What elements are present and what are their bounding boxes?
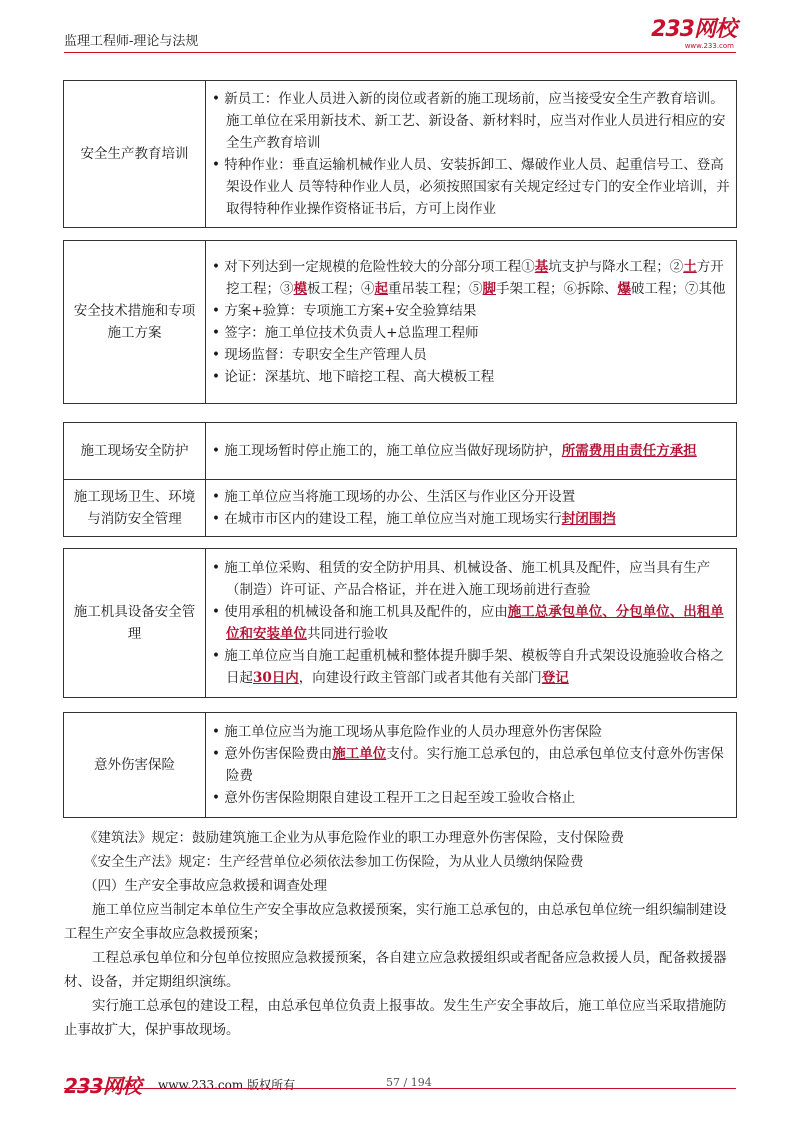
item-text: 支付。实行施工总承包的，由总承包单位支付意外伤害保险费: [226, 746, 724, 784]
block-label: 安全生产教育培训: [64, 81, 206, 228]
table-row: [64, 713, 737, 818]
item-text: 意外伤害保险期限自建设工程开工之日起至竣工验收合格止: [224, 790, 576, 806]
bullet-item: [212, 322, 730, 344]
bullet-item: [212, 88, 730, 154]
item-text: 使用承租的机械设备和施工机具及配件的，应由: [224, 604, 508, 620]
bullet-item: [212, 743, 730, 787]
item-text: 意外伤害保险费由: [224, 746, 333, 762]
header-divider: [64, 52, 736, 53]
item-text: 施工现场暂时停止施工的，施工单位应当做好现场防护，: [224, 443, 562, 459]
section-heading: （四）生产安全事故应急救援和调查处理: [84, 878, 327, 894]
item-text: 手架工程；⑥拆除、: [496, 281, 618, 297]
document-title: 监理工程师-理论与法规: [64, 34, 199, 49]
block-label: 安全技术措施和专项施工方案: [64, 241, 206, 404]
highlighted-text: 30日内: [253, 670, 299, 686]
block-label: 施工现场安全防护: [64, 423, 206, 480]
law-paragraph: 《建筑法》规定：鼓励建筑施工企业为从事危险作业的职工办理意外伤害保险，支付保险费: [84, 830, 624, 846]
bullet-item: [212, 344, 730, 366]
highlighted-text: 登记: [541, 670, 569, 686]
table-block: [63, 240, 737, 404]
item-text: 破工程；⑦其他: [631, 281, 726, 297]
brand-logo[interactable]: [651, 18, 736, 50]
item-text: 施工单位应当自施工起重机械和整体提升脚手架、模板等自升式架设设施验收合格之日起: [224, 648, 724, 686]
item-text: 板工程；④: [307, 281, 375, 297]
body-paragraph: 工程总承包单位和分包单位按照应急救援预案，各自建立应急救援组织或者配备应急救援人员，配备救援器材、设备，并定期组织演练。: [64, 950, 727, 990]
item-text: 施工单位应当为施工现场从事危险作业的人员办理意外伤害保险: [224, 724, 603, 740]
table-block: [63, 548, 737, 698]
item-text: 新员工：作业人员进入新的岗位或者新的施工现场前，应当接受安全生产教育培训。施工单位在采用新技术、新工艺、新设备、新材料时，应当对作业人员进行相应的安全生产教育培训: [224, 91, 726, 151]
block-content: [206, 713, 737, 818]
item-text: 现场监督：专职安全生产管理人员: [224, 347, 427, 363]
block-content: [206, 241, 737, 404]
table-row: [64, 480, 737, 537]
bullet-item: [212, 300, 730, 322]
highlighted-text: 所需费用由责任方承担: [561, 443, 697, 459]
highlighted-text: 施工单位: [332, 746, 387, 762]
item-text: 施工单位采购、租赁的安全防护用具、机械设备、施工机具及配件，应当具有生产（制造）许可证、产品合格证，并在进入施工现场前进行查验: [224, 560, 711, 598]
bullet-item: [212, 721, 730, 743]
block-content: [206, 81, 737, 228]
item-text: 方案+验算：专项施工方案+安全验算结果: [224, 303, 477, 319]
highlighted-text: 爆: [617, 281, 631, 297]
bullet-item: [212, 440, 730, 462]
table-block: [63, 80, 737, 228]
highlighted-text: 封闭围挡: [561, 511, 616, 527]
item-text: 特种作业：垂直运输机械作业人员、安装拆卸工、爆破作业人员、起重信号工、登高架设作业人 员等特种作业人员，必须按照国家有关规定经过专门的安全作业培训，并取得特种作业操作资格证书后，方可上岗作业: [224, 157, 730, 217]
highlighted-text: 基: [534, 259, 549, 275]
bullet-item: [212, 486, 730, 508]
block-content: [206, 480, 737, 537]
block-content: [206, 549, 737, 698]
item-text: 共同进行验收: [307, 626, 388, 642]
item-text: 对下列达到一定规模的危险性较大的分部分项工程①: [224, 259, 535, 275]
block-label: 施工机具设备安全管理: [64, 549, 206, 698]
body-paragraph: 施工单位应当制定本单位生产安全事故应急救援预案，实行施工总承包的，由总承包单位统一组织编制建设工程生产安全事故应急救援预案；: [64, 902, 727, 942]
table-row: [64, 423, 737, 480]
block-label: 意外伤害保险: [64, 713, 206, 818]
bullet-item: [212, 601, 730, 645]
highlighted-text: 土: [683, 259, 697, 275]
brand-logo-url: www.233.com: [684, 42, 734, 50]
item-text: 论证：深基坑、地下暗挖工程、高大模板工程: [224, 369, 495, 385]
item-text: 坑支护与降水工程；②: [548, 259, 684, 275]
table-block: [63, 712, 737, 818]
body-paragraph: 实行施工总承包的建设工程，由总承包单位负责上报事故。发生生产安全事故后，施工单位应当采取措施防止事故扩大，保护事故现场。: [64, 998, 727, 1038]
footer-divider: [64, 1088, 736, 1089]
bullet-item: [212, 645, 730, 689]
bullet-item: [212, 154, 730, 220]
item-text: 重吊装工程；⑤: [388, 281, 483, 297]
block-content: [206, 423, 737, 480]
bullet-item: [212, 557, 730, 601]
footer-copyright: www.233.com 版权所有: [158, 1078, 296, 1092]
highlighted-text: 起: [374, 281, 388, 297]
table-row: [64, 81, 737, 228]
brand-logo-text: 233网校: [651, 17, 736, 42]
table-row: [64, 241, 737, 404]
item-text: 在城市市区内的建设工程，施工单位应当对施工现场实行: [224, 511, 562, 527]
item-text: 签字：施工单位技术负责人+总监理工程师: [224, 325, 479, 341]
table-block: [63, 422, 737, 537]
highlighted-text: 施工总承包单位、分包单位、出租单位和安装单位: [226, 604, 724, 642]
footer-logo[interactable]: 233网校: [64, 1074, 141, 1098]
table-row: [64, 549, 737, 698]
law-paragraph: 《安全生产法》规定：生产经营单位必须依法参加工伤保险，为从业人员缴纳保险费: [84, 854, 584, 870]
item-text: ，向建设行政主管部门或者其他有关部门: [298, 670, 542, 686]
bullet-item: [212, 787, 730, 809]
item-text: 方开挖工程；③: [226, 259, 724, 297]
block-label: 施工现场卫生、环境与消防安全管理: [64, 480, 206, 537]
highlighted-text: 脚: [482, 281, 496, 297]
bullet-item: [212, 256, 730, 300]
item-text: 施工单位应当将施工现场的办公、生活区与作业区分开设置: [224, 489, 576, 505]
bullet-item: [212, 366, 730, 388]
bullet-item: [212, 508, 730, 530]
highlighted-text: 模: [293, 281, 307, 297]
page-number: 57 / 194: [386, 1076, 432, 1089]
